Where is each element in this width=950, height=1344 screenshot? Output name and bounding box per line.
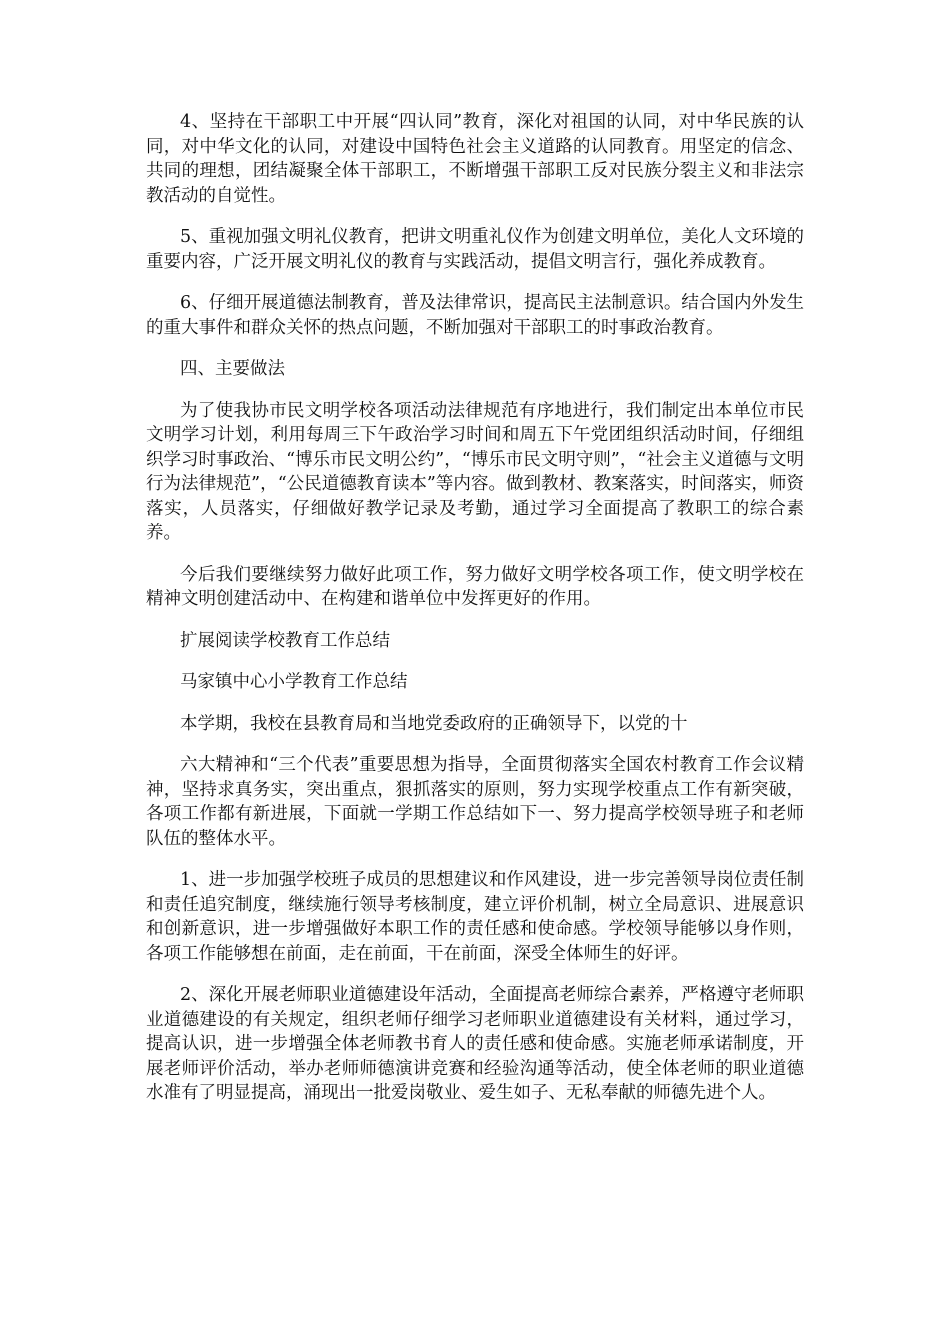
paragraph-item-2: 2、深化开展老师职业道德建设年活动，全面提高老师综合素养，严格遵守老师职业道德建设的有关规定，组织老师仔细学习老师职业道德建设有关材料，通过学习，提高认识，进一步增强全体老师教书育人的责任感和使命感。实施老师承诺制度，开展老师评价活动，举办老师师德演讲竞赛和经验沟通等活动，使全体老师的职业道德水准有了明显提高，涌现出一批爱岗敬业、爱生如子、无私奉献的师德先进个人。 [146,985,804,1103]
paragraph-guiding-principles: 六大精神和“三个代表”重要思想为指导，全面贯彻落实全国农村教育工作会议精神，坚持求真务实，突出重点，狠抓落实的原则，努力实现学校重点工作有新突破，各项工作都有新进展，下面就一学期工作总结如下一、努力提高学校领导班子和老师队伍的整体水平。 [146,755,804,849]
paragraph-item-4: 4、坚持在干部职工中开展“四认同”教育，深化对祖国的认同，对中华民族的认同，对中华文化的认同，对建设中国特色社会主义道路的认同教育。用坚定的信念、共同的理想，团结凝聚全体干部职工，不断增强干部职工反对民族分裂主义和非法宗教活动的自觉性。 [146,112,804,206]
paragraph-methods: 为了使我协市民文明学校各项活动法律规范有序地进行，我们制定出本单位市民文明学习计划，利用每周三下午政治学习时间和周五下午党团组织活动时间，仔细组织学习时事政治、“博乐市民文明公约”，“博乐市民文明守则”，“社会主义道德与文明行为法律规范”，“公民道德教育读本”等内容。做到教材、教案落实，时间落实，师资落实，人员落实，仔细做好教学记录及考勤，通过学习全面提高了教职工的综合素养。 [146,400,804,543]
paragraph-item-1: 1、进一步加强学校班子成员的思想建议和作风建设，进一步完善领导岗位责任制和责任追究制度，继续施行领导考核制度，建立评价机制，树立全局意识、进展意识和创新意识，进一步增强做好本职工作的责任感和使命感。学校领导能够以身作则，各项工作能够想在前面，走在前面，干在前面，深受全体师生的好评。 [146,870,804,964]
school-summary-title: 马家镇中心小学教育工作总结 [180,672,408,692]
extended-reading-title: 扩展阅读学校教育工作总结 [180,630,390,651]
document-body [146,110,804,1123]
section-heading-methods: 四、主要做法 [180,359,285,379]
paragraph-item-6: 6、仔细开展道德法制教育，普及法律常识，提高民主法制意识。结合国内外发生的重大事件和群众关怀的热点问题，不断加强对干部职工的时事政治教育。 [146,293,804,338]
paragraph-intro: 本学期，我校在县教育局和当地党委政府的正确领导下，以党的十 [180,713,688,734]
paragraph-outlook: 今后我们要继续努力做好此项工作，努力做好文明学校各项工作，使文明学校在精神文明创建活动中、在构建和谐单位中发挥更好的作用。 [146,564,804,609]
paragraph-item-5: 5、重视加强文明礼仪教育，把讲文明重礼仪作为创建文明单位，美化人文环境的重要内容，广泛开展文明礼仪的教育与实践活动，提倡文明言行，强化养成教育。 [146,227,804,272]
